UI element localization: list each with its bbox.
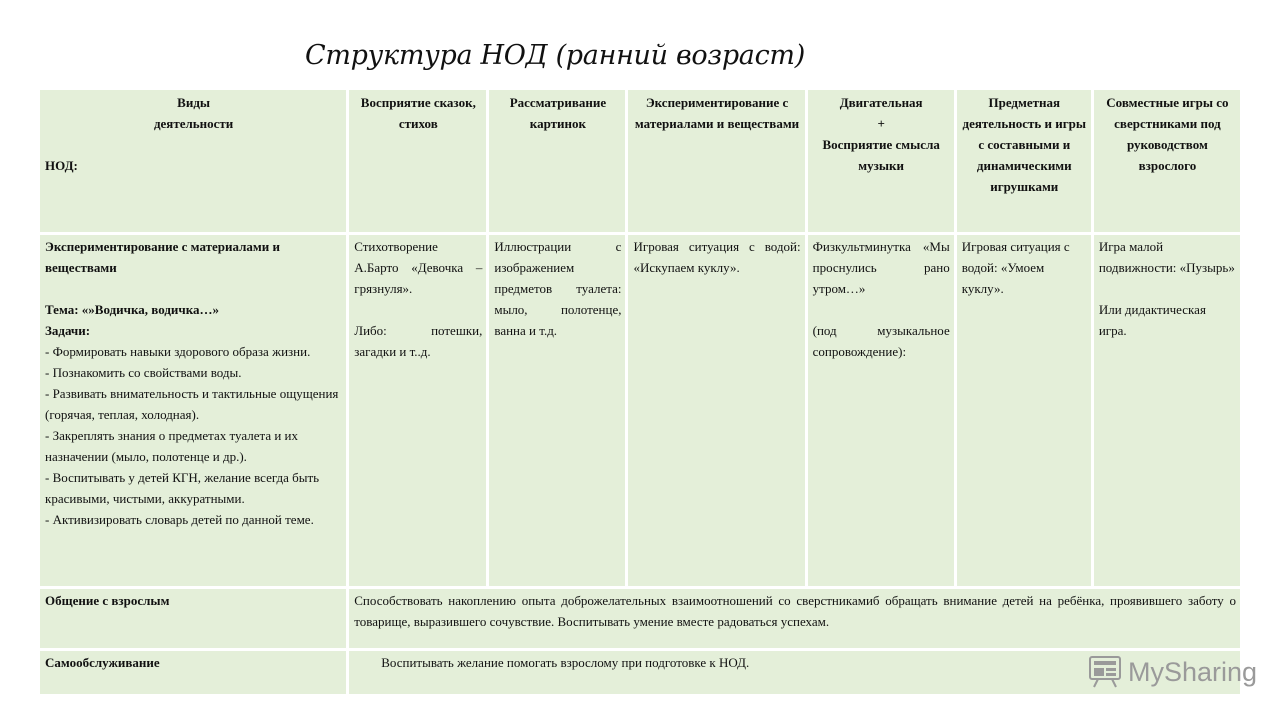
table-row-experiment [40, 235, 1240, 586]
row1-cell-motor [808, 235, 954, 586]
header-plus: + [877, 116, 885, 131]
task-item: - Формировать навыки здорового образа жизни. [45, 344, 311, 359]
row1-game: Игра малой подвижности: «Пузырь» [1098, 239, 1235, 275]
table-row-self-service [40, 651, 1240, 694]
header-cell-peer-games: Совместные игры со сверстниками под руководством взрослого [1094, 90, 1240, 232]
task-item: - Познакомить со свойствами воды. [45, 365, 242, 380]
header-cell-tales: Восприятие сказок, стихов [349, 90, 486, 232]
row1-cell-experiment: Игровая ситуация с водой: «Искупаем куклу». [628, 235, 804, 586]
row2-label: Общение с взрослым [40, 589, 346, 648]
row1-game-alt: Или дидактическая игра. [1098, 302, 1206, 338]
row1-cell-object-games: Игровая ситуация с водой: «Умоем куклу». [957, 235, 1091, 586]
table-header-row [40, 90, 1240, 232]
row1-music-note: (под музыкальное сопровождение): [812, 323, 950, 359]
row1-cell-peer-games [1094, 235, 1240, 586]
task-item: - Развивать внимательность и тактильные ощущения (горячая, теплая, холодная). [45, 386, 339, 422]
task-item: - Активизировать словарь детей по данной теме. [45, 512, 314, 527]
header-activity-types-line1: Виды [177, 95, 211, 110]
header-cell-object-games: Предметная деятельность и игры с составными и динамическими игрушками [957, 90, 1091, 232]
watermark-text: MySharing [1128, 656, 1258, 687]
header-cell-motor-music [808, 90, 954, 232]
row1-cell-tales [349, 235, 486, 586]
row2-text: Способствовать накоплению опыта доброжелательных взаимоотношений со сверстникамиб обращать внимание детей на ребёнка, проявившего заботу о товарище, выразившего сочувствие. Воспитывать умение вместе радоваться успехам. [349, 589, 1240, 648]
row1-heading: Экспериментирование с материалами и веществами [45, 239, 280, 275]
row1-topic: Тема: «»Водичка, водичка…» [45, 302, 220, 317]
header-activity-types-line2: деятельности [153, 116, 234, 131]
header-cell-activity-types [40, 90, 346, 232]
header-nod-label: НОД: [45, 158, 78, 173]
nod-structure-table [37, 87, 1243, 697]
row1-poem: Стихотворение А.Барто «Девочка – грязнуля». [354, 239, 483, 296]
row1-poem-alt: Либо: потешки, загадки и т..д. [354, 323, 483, 359]
row1-cell-description [40, 235, 346, 586]
row1-cell-pictures: Иллюстрации с изображением предметов туалета: мыло, полотенце, ванна и т.д. [489, 235, 625, 586]
page-title: Структура НОД (ранний возраст) [305, 40, 805, 71]
header-motor: Двигательная [839, 95, 923, 110]
row3-text: Воспитывать желание помогать взрослому при подготовке к НОД. [349, 651, 1240, 694]
table-row-communication [40, 589, 1240, 648]
mysharing-logo-icon [1088, 655, 1122, 689]
row3-label: Самообслуживание [40, 651, 346, 694]
header-music: Восприятие смысла музыки [822, 137, 940, 173]
task-item: - Закреплять знания о предметах туалета и их назначении (мыло, полотенце и др.). [45, 428, 299, 464]
header-cell-pictures: Рассматривание картинок [489, 90, 625, 232]
watermark [1088, 655, 1257, 689]
task-item: - Воспитывать у детей КГН, желание всегда быть красивыми, чистыми, аккуратными. [45, 470, 320, 506]
row1-tasks-label: Задачи: [45, 323, 91, 338]
header-cell-experiment: Экспериментирование с материалами и веществами [628, 90, 804, 232]
row1-exercise: Физкультминутка «Мы проснулись рано утром…» [812, 239, 950, 296]
